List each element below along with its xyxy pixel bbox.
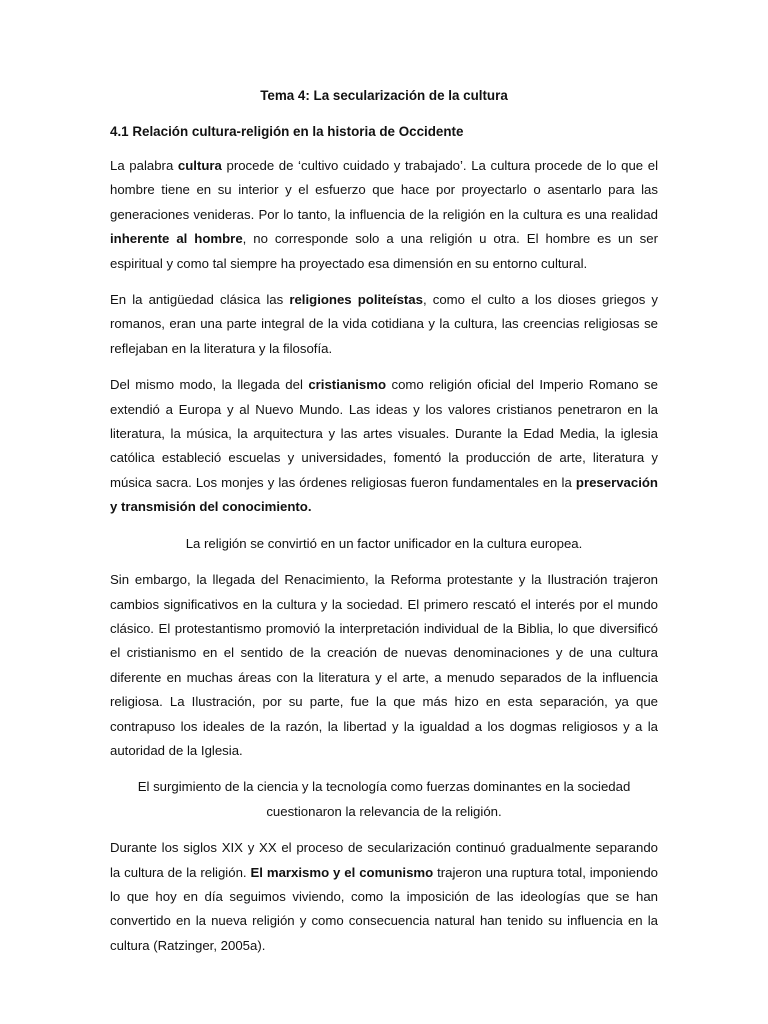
bold-text: cristianismo [308,377,387,393]
text: La palabra [110,158,178,173]
centered-statement-2 [110,775,658,824]
text: trajeron una ruptura total, imponiendo lo que hoy en día seguimos viviendo, como la imposición de las ideologías que se han convertido en la nueva religión y como consecuencia natural han tenido su influencia en la cultura (Ratzinger, 2005a). [110,864,658,953]
bold-text: preservación y transmisión del conocimiento. [110,474,658,515]
paragraph-1 [110,154,658,276]
paragraph-4: Sin embargo, la llegada del Renacimiento, la Reforma protestante y la Ilustración trajeron cambios significativos en la cultura y la sociedad. El primero rescató el interés por el mundo clásico. El protestantismo promovió la interpretación individual de la Biblia, lo que diversificó el cristianismo en el sentido de la creación de nuevas denominaciones y de una cultura diferente en muchas áreas con la literatura y el arte, a menudo separados de la influencia religiosa. La Ilustración, por su parte, fue la que más hizo en esta separación, ya que contrapuso los ideales de la razón, la libertad y la igualdad a los dogmas religiosos y a la autoridad de la Iglesia. [110,572,658,758]
text: En la antigüedad clásica las [110,292,290,308]
bold-text: cultura [177,158,222,173]
text: como religión oficial del Imperio Romano se extendió a Europa y al Nuevo Mundo. Las ideas y los valores cristianos penetraron en la literatura, la música, la arquitectura y las artes visuales. Durante la Edad Media, la iglesia católica estableció escuelas y universidades, fomentó la producción de arte, literatura y música sacra. Los monjes y las órdenes religiosas fueron fundamentales en la [110,377,658,490]
text: , como el culto a los dioses griegos y romanos, eran una parte integral de la vida cotidiana y la cultura, las creencias religiosas se reflejaban en la literatura y la filosofía. [110,292,658,356]
page-title: Tema 4: La secularización de la cultura [260,88,508,103]
bold-text: El marxismo y el comunismo [250,864,434,880]
paragraph-5 [110,836,658,958]
section-heading: 4.1 Relación cultura-religión en la historia de Occidente [110,124,464,139]
paragraph-2 [110,288,658,361]
text: Durante los siglos XIX y XX el proceso de secularización continuó gradualmente separando la cultura de la religión. [110,840,658,880]
text: Del mismo modo, la llegada del [110,377,309,393]
centered-line: cuestionaron la relevancia de la religión. [266,803,502,819]
centered-line: El surgimiento de la ciencia y la tecnología como fuerzas dominantes en la sociedad [137,779,631,795]
centered-statement-1: La religión se convirtió en un factor unificador en la cultura europea. [185,535,583,551]
bold-text: inherente al hombre [110,231,243,247]
text: procede de ‘cultivo cuidado y trabajado’. La cultura procede de lo que el hombre tiene en su interior y el esfuerzo que hace por proyectarlo o asentarlo para las generaciones venideras. Por lo tanto, la influencia de la religión en la cultura es una realidad [110,158,658,222]
text: , no corresponde solo a una religión u otra. El hombre es un ser espiritual y como tal siempre ha proyectado esa dimensión en su entorno cultural. [110,231,658,271]
bold-text: religiones politeístas [289,292,423,308]
paragraph-3 [110,373,658,519]
